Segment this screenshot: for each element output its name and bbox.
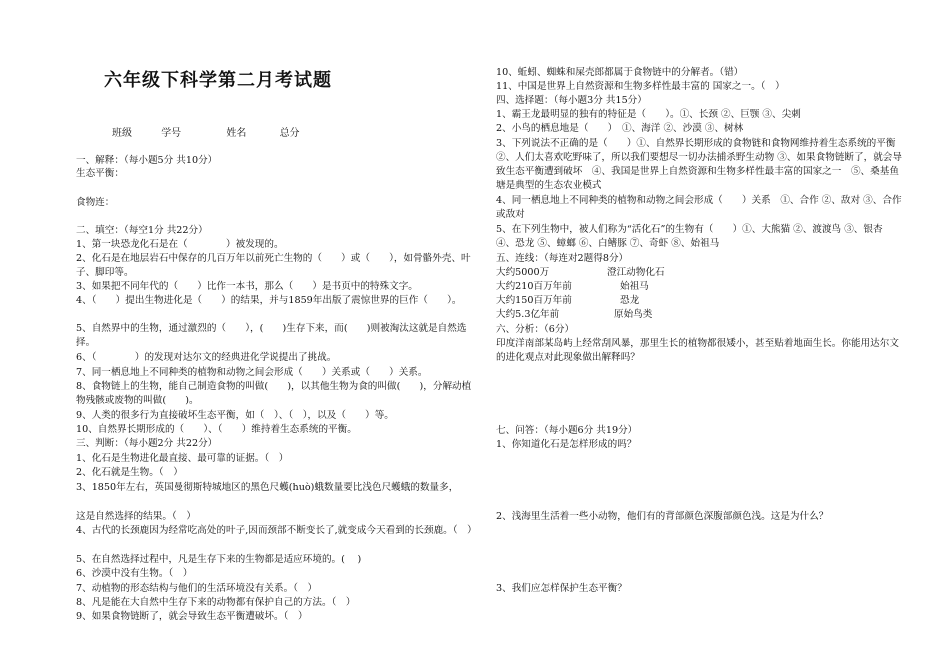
judge-item: 9、如果食物链断了，就会导致生态平衡遭破坏。（ ） (76, 611, 308, 622)
match-left: 大约150百万年前 (496, 295, 572, 306)
fill-item: 9、人类的很多行为直接破坏生态平衡，如（ ）、（ ），以及（ ）等。 (76, 410, 394, 421)
judge-item: 7、动植物的形态结构与他们的生活环境没有关系。（ ） (76, 583, 318, 594)
fill-item: 4、（ ）提出生物进化是（ ）的结果，并与1859年出版了震惊世界的巨作（ ）。 (76, 295, 462, 306)
judge-item: 这是自然选择的结果。（ ） (76, 511, 196, 522)
section-3-heading: 三、判断：（每小题2分 共22分） (76, 438, 218, 449)
section-1-item: 生态平衡： (76, 168, 124, 179)
qa-item: 1、你知道化石是怎样形成的吗？ (496, 439, 637, 450)
match-right: 恐龙 (620, 295, 640, 306)
fill-item: 8、食物链上的生物，能自己制造食物的叫做( )，以其他生物为食的叫做( )，分解动植物残骸或废物的叫做( )。 (76, 381, 472, 406)
choice-item: 3、下列说法不正确的是（ ）①、自然界长期形成的食物链和食物网维持着生态系统的平衡 ②、人们太喜欢吃野味了，所以我们要想尽一切办法捕杀野生动物 ③、如果食物链断了，就会导致生态平衡遭到破坏 ④、我国是世界上自然资源和生物多样性最丰富的国家之一 ⑤、桑基鱼塘是典型的生态农业模式 (496, 138, 906, 191)
choice-item: 5、在下列生物中，被人们称为“活化石”的生物有（ ）①、大熊猫 ②、渡渡鸟 ③、银杏 ④、恐龙 ⑤、蟑螂 ⑥、白鳍豚 ⑦、奇虾 ⑧、始祖马 (496, 224, 893, 249)
choice-item: 2、小鸟的栖息地是（ ） ①、海洋 ②、沙漠 ③、树林 (496, 123, 744, 134)
section-7-heading: 七、问答：（每小题6分 共19分） (496, 425, 638, 436)
fill-item: 6、（ ）的发现对达尔文的经典进化学说提出了挑战。 (76, 352, 337, 363)
judge-item: 11、中国是世界上自然资源和生物多样性最丰富的 国家之一。（ ） (496, 81, 785, 92)
judge-item: 4、古代的长颈鹿因为经常吃高处的叶子,因而颈部不断变长了,就变成今天看到的长颈鹿。（ ） (76, 525, 477, 536)
section-1-heading: 一、解释：（每小题5分 共10分） (76, 155, 218, 166)
fill-item: 3、如果把不同年代的（ ）比作一本书，那么（ ）是书页中的特殊文字。 (76, 281, 418, 292)
analysis-question: 印度洋南部某岛屿上经常刮风暴，那里生长的植物都很矮小，甚至贴着地面生长。你能用达尔文的进化观点对此现象做出解释吗？ (496, 338, 899, 363)
name-field-label: 姓名 (226, 128, 247, 139)
total-score-label: 总分 (279, 128, 300, 139)
match-left: 大约5000万 (496, 267, 550, 278)
section-6-heading: 六、分析：（6分） (496, 324, 575, 335)
section-2-heading: 二、填空：（每空1分 共22分） (76, 225, 208, 236)
section-4-heading: 四、选择题：（每小题3分 共15分） (496, 95, 647, 106)
match-left: 大约5.3亿年前 (496, 309, 560, 320)
fill-item: 7、同一栖息地上不同种类的植物和动物之间会形成（ ）关系或（ ）关系。 (76, 367, 428, 378)
fill-item: 10、自然界长期形成的（ ）、（ ）维持着生态系统的平衡。 (76, 424, 357, 435)
choice-item: 1、霸王龙最明显的独有的特征是（ ）。①、长颈 ②、巨颚 ③、尖刺 (496, 109, 801, 120)
choice-item: 4、同一栖息地上不同种类的植物和动物之间会形成（ ）关系 ①、合作 ②、敌对 ③、合作或敌对 (496, 195, 902, 220)
fill-item: 2、化石是在地层岩石中保存的几百万年以前死亡生物的（ ）或（ ），如骨骼外壳、叶子、脚印等。 (76, 253, 471, 278)
judge-item: 6、沙漠中没有生物。（ ） (76, 568, 193, 579)
qa-item: 3、我们应怎样保护生态平衡？ (496, 583, 627, 594)
student-info-row (112, 124, 326, 139)
judge-item: 8、凡是能在大自然中生存下来的动物都有保护自己的方法。（ ） (76, 597, 356, 608)
judge-item: 3、1850年左右，英国曼彻斯特城地区的黑色尺蠖(huò)蛾数量要比浅色尺蠖蛾的数量多， (76, 482, 459, 493)
judge-item: 1、化石是生物进化最直接、最可靠的证据。（ ） (76, 453, 289, 464)
judge-item: 5、在自然选择过程中，凡是生存下来的生物都是适应环境的。( ) (76, 554, 362, 565)
student-number-label: 学号 (161, 128, 182, 139)
match-right: 澄江动物化石 (607, 267, 665, 278)
judge-item: 2、化石就是生物。（ ） (76, 467, 183, 478)
qa-item: 2、浅海里生活着一些小动物，他们有的背部颜色深腹部颜色浅。这是为什么？ (496, 511, 829, 522)
judge-item: 10、蚯蚓、蜘蛛和屎壳郎都属于食物链中的分解者。（错） (496, 67, 744, 78)
match-right: 始祖马 (620, 281, 649, 292)
section-1-item: 食物连： (76, 197, 115, 208)
match-right: 原始鸟类 (614, 309, 653, 320)
page-title: 六年级下科学第二月考试题 (104, 70, 332, 91)
class-field-label: 班级 (112, 128, 132, 139)
section-5-heading: 五、连线：（每连对2题得8分） (496, 253, 629, 264)
match-left: 大约210百万年前 (496, 281, 572, 292)
fill-item: 5、自然界中的生物，通过激烈的（ ），( )生存下来，而( )则被淘汰这就是自然选择。 (76, 323, 467, 348)
fill-item: 1、第一块恐龙化石是在（ ）被发现的。 (76, 239, 284, 250)
